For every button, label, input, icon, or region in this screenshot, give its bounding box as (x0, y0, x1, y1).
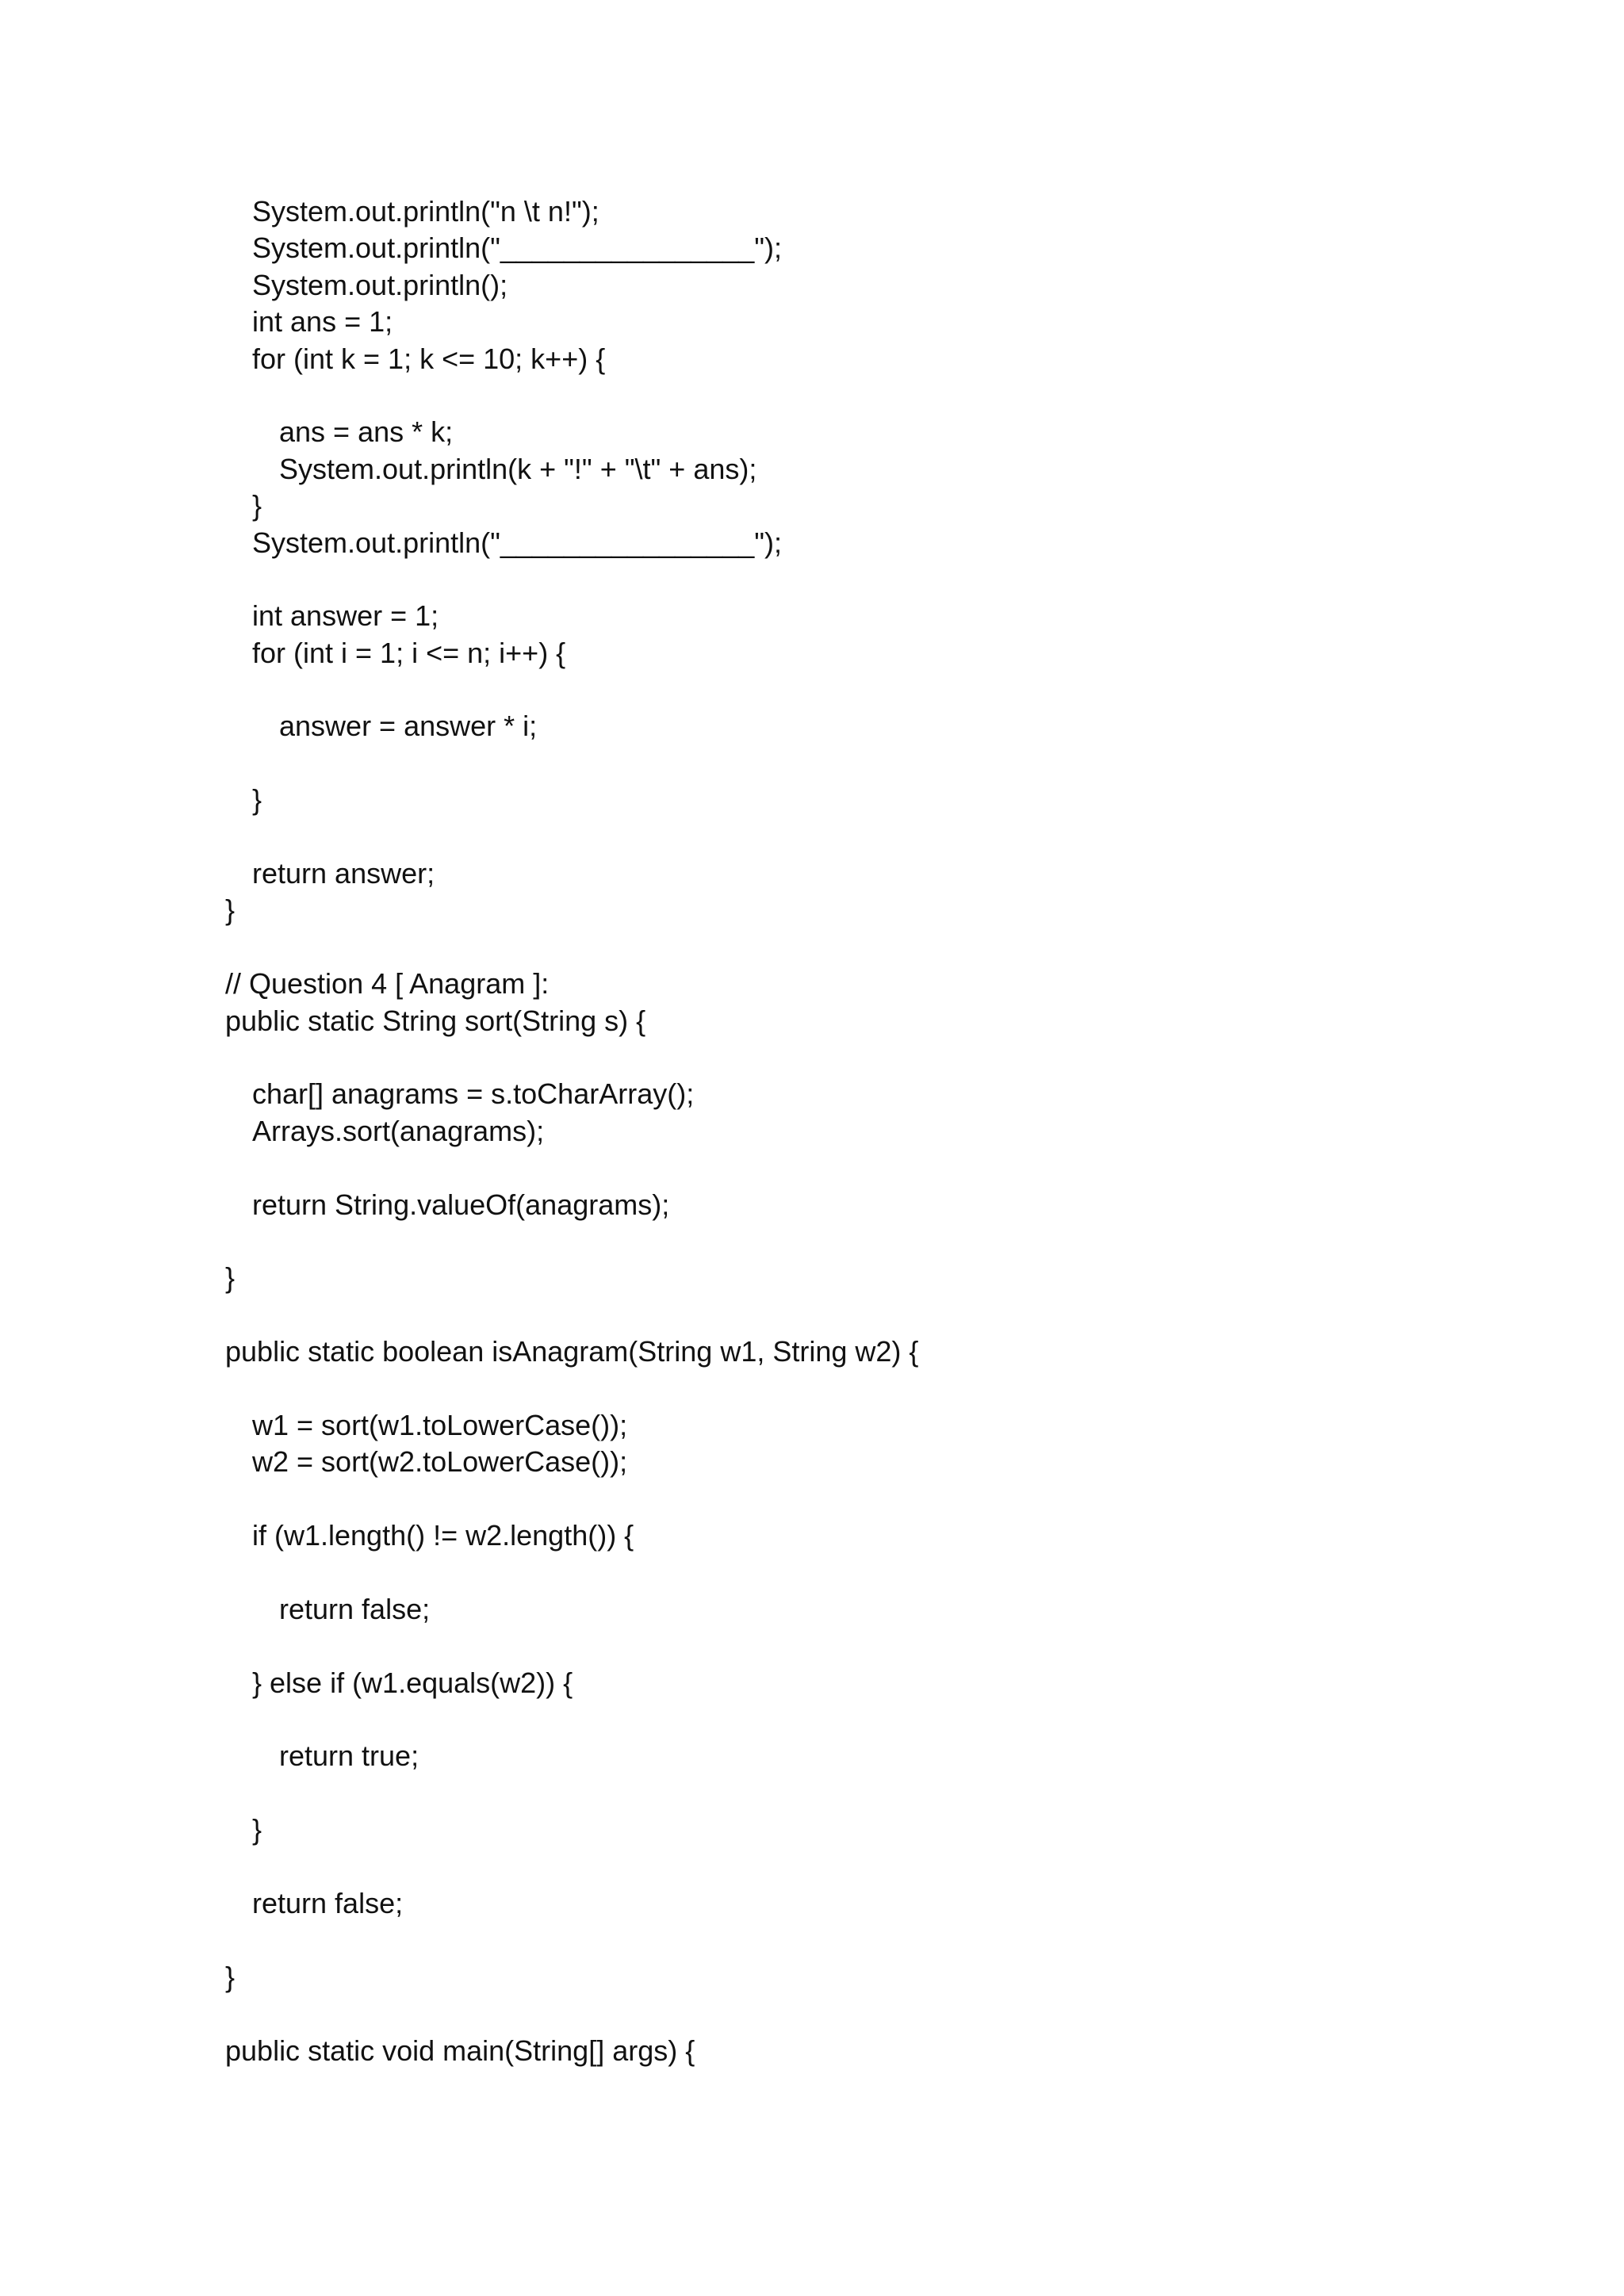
code-line: public static boolean isAnagram(String w1, String w2) { (225, 1335, 919, 1368)
blank-line (225, 1371, 918, 1407)
code-line: Arrays.sort(anagrams); (252, 1114, 545, 1147)
code-line: } (252, 783, 262, 817)
blank-line (225, 377, 918, 414)
blank-line (225, 1150, 918, 1186)
code-line: } (225, 1960, 236, 1993)
code-line: w2 = sort(w2.toLowerCase()); (252, 1445, 628, 1479)
blank-line (225, 1223, 918, 1260)
code-line: } (225, 894, 236, 927)
blank-line (225, 1849, 918, 1885)
code-line: w1 = sort(w1.toLowerCase()); (252, 1408, 628, 1441)
blank-line (225, 672, 918, 708)
code-line: answer = answer * i; (279, 710, 538, 743)
code-line: for (int k = 1; k <= 10; k++) { (252, 342, 606, 375)
blank-line (225, 1775, 918, 1812)
blank-line (225, 929, 918, 966)
code-line: return true; (279, 1739, 419, 1773)
code-line: System.out.println("________________"); (252, 526, 783, 559)
blank-line (225, 819, 918, 855)
code-line: return false; (279, 1592, 431, 1625)
code-line: public static String sort(String s) { (225, 1004, 646, 1037)
code-line: System.out.println("________________"); (252, 232, 783, 265)
blank-line (225, 745, 918, 782)
code-line: char[] anagrams = s.toCharArray(); (252, 1077, 695, 1111)
blank-line (225, 1481, 918, 1517)
code-line: System.out.println(k + "!" + "\t" + ans); (279, 452, 757, 485)
code-line: int answer = 1; (252, 599, 439, 633)
blank-line (225, 1701, 918, 1738)
blank-line (225, 1996, 918, 2032)
code-line: } (225, 1261, 236, 1295)
code-line: } else if (w1.equals(w2)) { (252, 1666, 573, 1699)
blank-line (225, 561, 918, 598)
blank-line (225, 1922, 918, 1958)
blank-line (225, 1297, 918, 1334)
blank-line (225, 1628, 918, 1664)
code-line: ans = ans * k; (279, 415, 454, 449)
code-line: int ans = 1; (252, 305, 393, 339)
code-line: System.out.println("n \t n!"); (252, 195, 599, 228)
code-line: } (252, 1813, 262, 1846)
code-line: // Question 4 [ Anagram ]: (225, 967, 550, 1001)
code-line: if (w1.length() != w2.length()) { (252, 1519, 634, 1552)
code-line: return false; (252, 1886, 404, 1919)
code-line: for (int i = 1; i <= n; i++) { (252, 636, 566, 669)
code-line: System.out.println(); (252, 268, 508, 301)
blank-line (225, 1039, 918, 1076)
blank-line (225, 1554, 918, 1590)
code-line: public static void main(String[] args) { (225, 2034, 695, 2067)
code-line: return answer; (252, 857, 435, 890)
code-line: } (252, 489, 262, 522)
code-line: return String.valueOf(anagrams); (252, 1188, 670, 1221)
code-block (225, 193, 918, 2069)
